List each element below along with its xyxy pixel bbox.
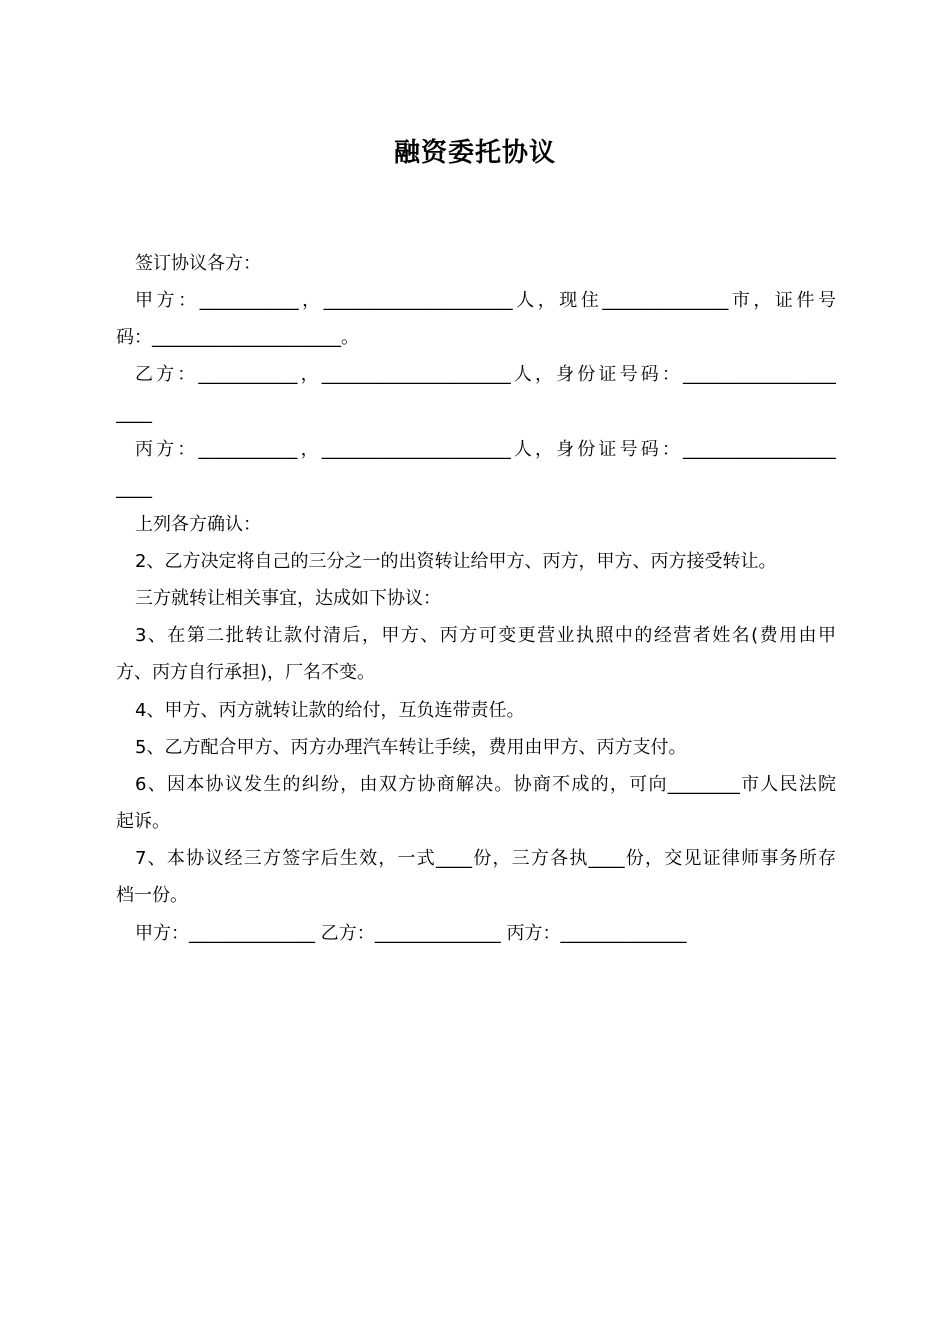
paragraph-line: 乙方：___________，_____________________人，身份证号码：_________________: [135, 364, 836, 385]
paragraph-line: ____: [116, 403, 152, 424]
paragraph-line: 上列各方确认：: [135, 514, 261, 535]
paragraph-line: 3、在第二批转让款付清后，甲方、丙方可变更营业执照中的经营者姓名(费用由甲: [135, 625, 836, 646]
paragraph-line: 方、丙方自行承担)，厂名不变。: [116, 662, 376, 683]
paragraph-line: 丙方：___________，_____________________人，身份证号码：_________________: [135, 439, 836, 460]
paragraph-line: 档一份。: [116, 885, 188, 906]
document-title: 融资委托协议: [393, 138, 556, 168]
paragraph-line: 码：_____________________。: [116, 327, 359, 348]
paragraph-line: 甲方：___________，_____________________人，现住______________市，证件号: [135, 290, 836, 311]
paragraph-line: 起诉。: [116, 811, 170, 832]
paragraph-line: 三方就转让相关事宜，达成如下协议：: [135, 588, 441, 609]
paragraph-line: 签订协议各方：: [135, 253, 261, 274]
paragraph-line: 7、本协议经三方签字后生效，一式____份，三方各执____份，交见证律师事务所存: [135, 848, 836, 869]
paragraph-line: 2、乙方决定将自己的三分之一的出资转让给甲方、丙方，甲方、丙方接受转让。: [135, 551, 777, 572]
paragraph-line: 6、因本协议发生的纠纷，由双方协商解决。协商不成的，可向________市人民法院: [135, 774, 836, 795]
paragraph-line: 4、甲方、丙方就转让款的给付，互负连带责任。: [135, 700, 525, 721]
paragraph-line: ____: [116, 478, 152, 499]
signature-line: 甲方：______________ 乙方：______________ 丙方：______________: [135, 923, 687, 944]
paragraph-line: 5、乙方配合甲方、丙方办理汽车转让手续，费用由甲方、丙方支付。: [135, 737, 687, 758]
